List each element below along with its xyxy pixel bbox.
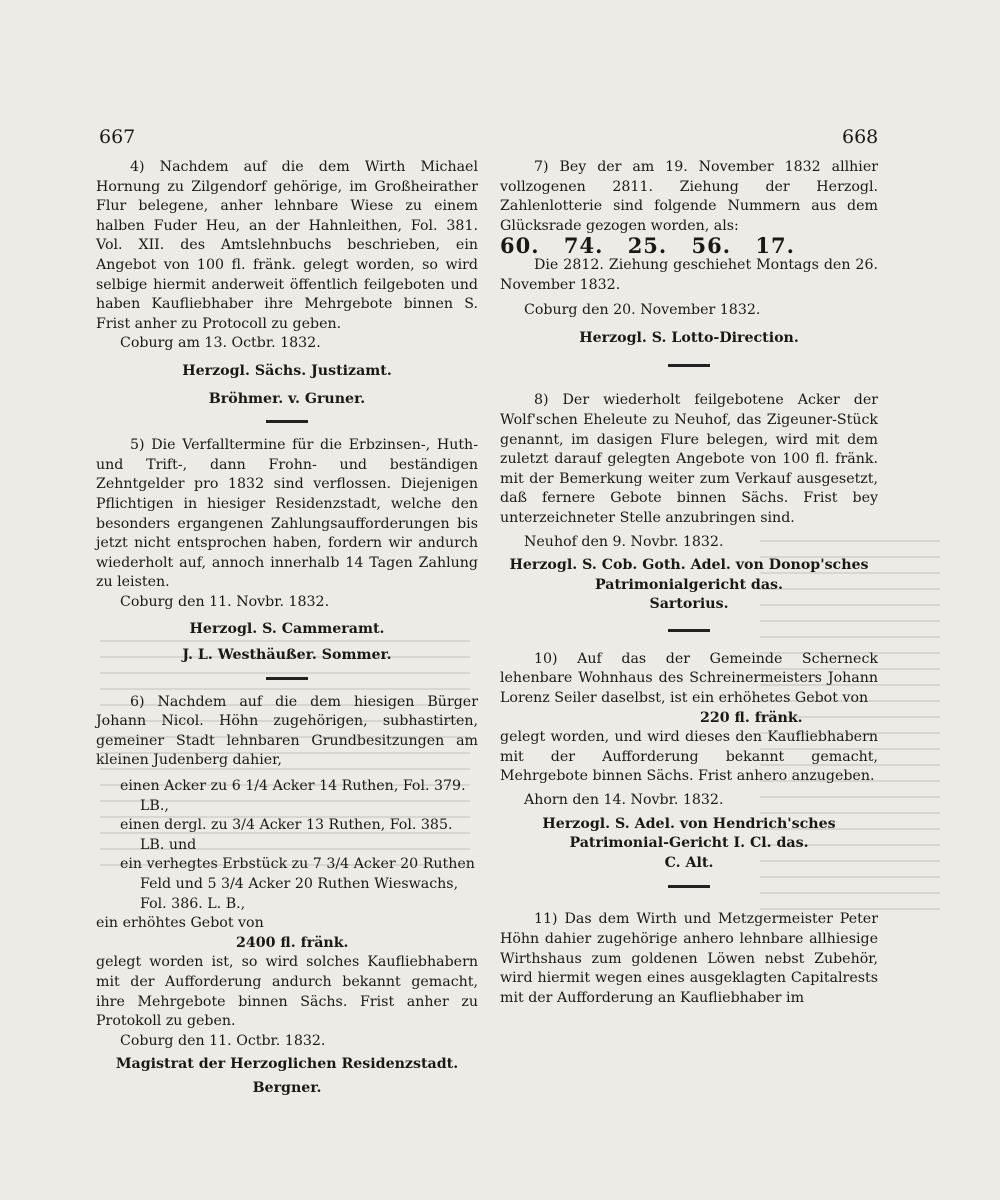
notice-11 [500,910,878,1008]
notice-6-signature: Bergner. [252,1079,322,1096]
notice-10 [500,650,878,874]
notice-11-text: 11) Das dem Wirth und Metzgermeister Peter Höhn dahier zugehörige anhero lehnbare allhiesige Wirthshaus zum goldenen Löwen nebst Zubehör, wird hiermit wegen eines ausgeklagten Capitalrests mit der Aufforderung an Kaufliebhaber im [500,911,878,1006]
page-number-right: 668 [842,126,879,148]
notice-6-item: ein verhegtes Erbstück zu 7 3/4 Acker 20 Ruthen Feld und 5 3/4 Acker 20 Ruthen Wieswachs, Fol. 386. L. B., [120,856,475,912]
notice-8-signature: Sartorius. [649,596,729,613]
notice-8 [500,391,878,615]
notice-7-date: Coburg den 20. November 1832. [524,302,761,319]
right-column [500,158,878,1008]
left-column [96,158,478,1099]
divider [668,364,710,367]
notice-6 [96,693,478,1099]
notice-7-next-draw: Die 2812. Ziehung geschiehet Montags den 26. November 1832. [500,256,878,293]
notice-4-signature: Bröhmer. v. Gruner. [208,390,366,407]
notice-5-date: Coburg den 11. Novbr. 1832. [120,593,330,610]
notice-7 [500,158,878,348]
divider [668,629,710,632]
notice-6-date: Coburg den 11. Octbr. 1832. [120,1032,326,1049]
notice-10-closing: gelegt worden, und wird dieses den Kaufliebhabern mit der Aufforderung bekannt gemacht, Mehrgebote binnen Sächs. Frist anhero anzugeben. [500,729,878,785]
notice-6-office: Magistrat der Herzoglichen Residenzstadt. [115,1056,459,1073]
notice-8-office: Herzogl. S. Cob. Goth. Adel. von Donop'sches Patrimonialgericht das. [509,557,869,593]
notice-5-office: Herzogl. S. Cammeramt. [189,621,385,638]
notice-7-text: 7) Bey der am 19. November 1832 allhier vollzogenen 2811. Ziehung der Herzogl. Zahlenlotterie sind folgende Nummern aus dem Glücksrade gezogen worden, als: [500,159,878,234]
notice-10-date: Ahorn den 14. Novbr. 1832. [524,792,724,809]
notice-10-amount: 220 fl. fränk. [700,709,803,726]
notice-4-office: Herzogl. Sächs. Justizamt. [182,362,392,379]
divider [266,677,308,680]
notice-6-item: einen Acker zu 6 1/4 Acker 14 Ruthen, Fol. 379. LB., [120,778,466,814]
notice-4 [96,158,478,409]
lottery-numbers: 60. 74. 25. 56. 17. [500,233,795,259]
notice-4-date: Coburg am 13. Octbr. 1832. [120,335,321,352]
notice-6-item: einen dergl. zu 3/4 Acker 13 Ruthen, Fol. 385. LB. und [120,817,453,853]
notice-5 [96,436,478,666]
notice-10-text: 10) Auf das der Gemeinde Scherneck lehenbare Wohnhaus des Schreinermeisters Johann Lorenz Seiler daselbst, ist ein erhöhetes Gebot von [500,650,878,707]
notice-6-offer-line: ein erhöhtes Gebot von [96,915,264,932]
divider [668,885,710,888]
notice-7-office: Herzogl. S. Lotto-Direction. [579,329,799,346]
notice-10-office: Herzogl. S. Adel. von Hendrich'sches Patrimonial-Gericht I. Cl. das. [542,815,836,852]
notice-8-text: 8) Der wiederholt feilgebotene Acker der Wolf'schen Eheleute zu Neuhof, das Zigeuner-Stück genannt, im dasigen Flure belegen, wird mit dem zuletzt darauf gelegten Angebote von 100 fl. fränk. mit der Bemerkung weiter zum Verkauf ausgesetzt, daß fernere Gebote binnen Sächs. Frist bey unterzeichneter Stelle anzubringen sind. [500,392,878,526]
notice-10-signature: C. Alt. [664,854,714,871]
notice-4-text: 4) Nachdem auf die dem Wirth Michael Hornung zu Zilgendorf gehörige, im Großheirather Flur belegene, anher lehnbare Wiese zu einem halben Fuder Heu, an der Hahnleithen, Fol. 381. Vol. XII. des Amtslehnbuchs beschrieben, ein Angebot von 100 fl. fränk. gelegt worden, so wird selbige hiermit anderweit öffentlich feilgeboten und haben Kaufliebhaber ihre Mehrgebote binnen S. Frist anher zu Protocoll zu geben. [96,159,478,332]
divider [266,420,308,423]
notice-5-text: 5) Die Verfalltermine für die Erbzinsen-, Huth- und Trift-, dann Frohn- und beständigen Zehntgelder pro 1832 sind verflossen. Diejenigen Pflichtigen in hiesiger Residenzstadt, welche den besonders ergangenen Zahlungsaufforderungen bis jetzt nicht entsprochen haben, fordern wir andurch wiederholt auf, annoch innerhalb 14 Tagen Zahlung zu leisten. [96,437,478,591]
notice-6-intro: 6) Nachdem auf die dem hiesigen Bürger Johann Nicol. Höhn zugehörigen, subhastirten, gemeiner Stadt lehnbaren Grundbesitzungen am kleinen Judenberg dahier, [96,693,478,769]
notice-6-amount: 2400 fl. fränk. [236,934,349,951]
notice-6-closing: gelegt worden ist, so wird solches Kaufliebhabern mit der Aufforderung andurch bekannt gemacht, ihre Mehrgebote binnen Sächs. Frist anher zu Protokoll zu geben. [96,954,478,1030]
notice-5-signature: J. L. Westhäußer. Sommer. [182,647,392,664]
notice-8-date: Neuhof den 9. Novbr. 1832. [524,533,724,550]
page-number-left: 667 [99,126,136,148]
